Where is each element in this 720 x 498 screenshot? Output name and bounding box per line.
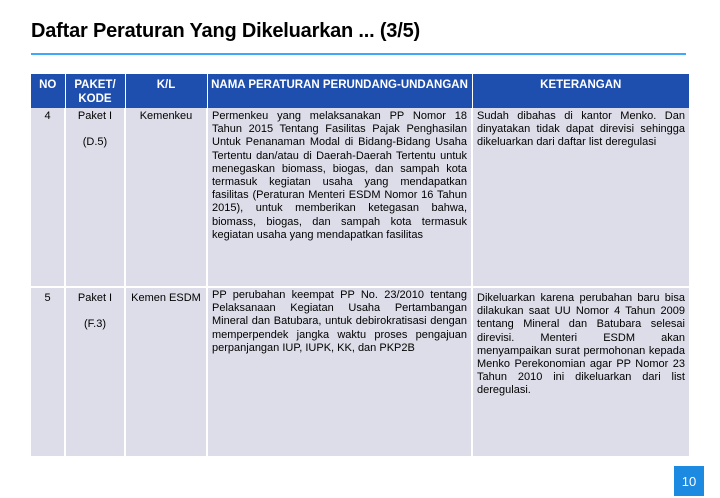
- header-nama-peraturan: NAMA PERATURAN PERUNDANG-UNDANGAN: [207, 74, 472, 108]
- cell-kl: Kemen ESDM: [125, 287, 207, 457]
- paket-label: Paket I: [77, 292, 113, 304]
- page-number: 10: [674, 466, 704, 496]
- cell-nama-peraturan: Permenkeu yang melaksanakan PP Nomor 18 Tahun 2015 Tentang Fasilitas Pajak Penghasilan Untuk Penanaman Modal di Bidang-Bidang Usaha Tertentu dan/atau di Daerah-Daerah Tertentu untuk menegaskan biomass, biogas, dan sampah kota termasuk kegiatan usaha yang mendapatkan fasilitas (Peraturan Menteri ESDM Nomor 16 Tahun 2015), untuk memberikan ketegasan bahwa, biomass, biogas, dan sampah kota termasuk kegiatan usaha yang mendapatkan fasilitas: [207, 108, 472, 287]
- header-no: NO: [31, 74, 65, 108]
- cell-paket-kode: [65, 287, 125, 457]
- cell-nama-peraturan: PP perubahan keempat PP No. 23/2010 tentang Pelaksanaan Kegiatan Usaha Pertambangan Mineral dan Batubara, untuk debirokratisasi dengan memperpendek jangka waktu proses pengajuan perpanjangan IUP, IUPK, KK, dan PKP2B: [207, 287, 472, 457]
- header-kl: K/L: [125, 74, 207, 108]
- cell-kl: Kemenkeu: [125, 108, 207, 287]
- kode-label: (D.5): [82, 136, 108, 149]
- cell-no: 4: [31, 108, 65, 287]
- table-row: [31, 108, 689, 287]
- page-title: Daftar Peraturan Yang Dikeluarkan ... (3/5): [31, 20, 420, 42]
- paket-label: Paket I: [77, 110, 113, 122]
- regulation-table: [31, 74, 689, 458]
- cell-paket-kode: [65, 108, 125, 287]
- table-row: [31, 287, 689, 457]
- cell-keterangan: Sudah dibahas di kantor Menko. Dan dinyatakan tidak dapat direvisi sehingga dikeluarkan dari daftar list deregulasi: [472, 108, 689, 287]
- header-paket-kode: PAKET/ KODE: [65, 74, 125, 108]
- title-underline: [31, 53, 686, 55]
- table-header-row: [31, 74, 689, 108]
- cell-keterangan: Dikeluarkan karena perubahan baru bisa dilakukan saat UU Nomor 4 Tahun 2009 tentang Mineral dan Batubara selesai direvisi. Menteri ESDM akan menyampaikan surat permohonan kepada Menko Perekonomian agar PP Nomor 23 Tahun 2010 ini dikeluarkan dari list deregulasi.: [472, 287, 689, 457]
- cell-no: 5: [31, 287, 65, 457]
- kode-label: (F.3): [84, 318, 106, 331]
- header-keterangan: KETERANGAN: [472, 74, 689, 108]
